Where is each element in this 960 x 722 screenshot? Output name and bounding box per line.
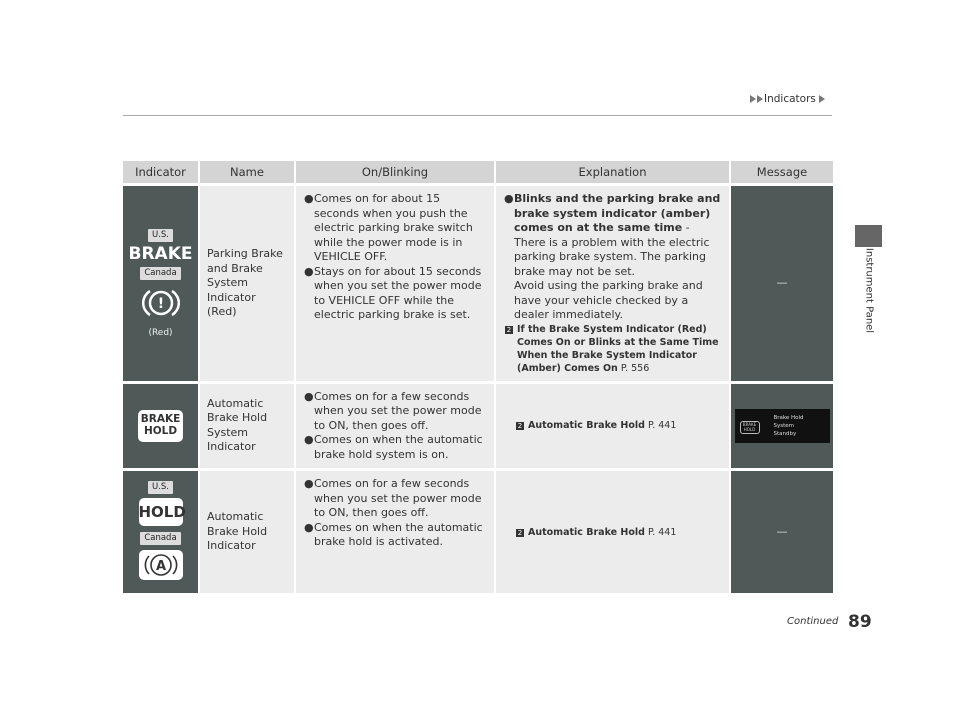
auto-hold-a-icon bbox=[139, 550, 183, 580]
list-item: ●Blinks and the parking brake and brake system indicator (amber) comes on at the same time - There is a problem with the electric parking brake system. The parking brake may not be set. bbox=[504, 192, 721, 278]
cross-reference-link[interactable]: 2 Automatic Brake Hold P. 441 bbox=[517, 420, 677, 432]
list-item: ●Comes on for about 15 seconds when you push the electric parking brake switch while the power mode is in VEHICLE OFF. bbox=[304, 192, 473, 263]
continued-note: Continued bbox=[787, 616, 839, 627]
indicator-table bbox=[123, 158, 833, 596]
table-row bbox=[123, 384, 833, 469]
cross-reference-link[interactable]: 2 If the Brake System Indicator (Red) Comes On or Blinks at the Same Time When the Brake System Indicator (Amber) Comes On P. 556 bbox=[506, 323, 719, 374]
no-message-dash: — bbox=[776, 524, 788, 538]
col-header-on-blinking: On/Blinking bbox=[296, 161, 496, 183]
message-cell bbox=[731, 384, 833, 469]
breadcrumb-label: Indicators bbox=[764, 93, 816, 105]
on-blinking-cell bbox=[296, 186, 496, 381]
breadcrumb-arrow-icon bbox=[750, 95, 756, 103]
region-badge-us: U.S. bbox=[148, 229, 173, 242]
brake-hold-indicator-icon: BRAKE HOLD bbox=[138, 410, 183, 442]
no-message-dash: — bbox=[776, 276, 788, 289]
table-header-row bbox=[123, 161, 833, 183]
col-header-message: Message bbox=[731, 161, 833, 183]
indicator-cell bbox=[123, 471, 200, 593]
region-badge-canada: Canada bbox=[140, 532, 180, 545]
svg-text:A: A bbox=[155, 559, 166, 575]
explanation-cell bbox=[496, 471, 731, 593]
message-cell bbox=[731, 471, 833, 593]
reference-arrow-icon: 2 bbox=[517, 422, 523, 431]
col-header-name: Name bbox=[200, 161, 296, 183]
list-item: ●Comes on for a few seconds when you set the power mode to ON, then goes off. bbox=[304, 477, 482, 519]
indicator-cell bbox=[123, 384, 200, 469]
explanation-text: Avoid using the parking brake and have your vehicle checked by a dealer immediately. bbox=[514, 279, 703, 321]
on-blinking-cell bbox=[296, 471, 496, 593]
indicator-name: Automatic Brake Hold System Indicator bbox=[200, 384, 296, 469]
on-blinking-cell bbox=[296, 384, 496, 469]
message-cell bbox=[731, 186, 833, 381]
reference-arrow-icon: 2 bbox=[506, 325, 512, 334]
breadcrumb-arrow-icon bbox=[757, 95, 763, 103]
hold-indicator-icon: HOLD bbox=[139, 498, 183, 526]
section-label: Instrument Panel bbox=[863, 247, 875, 334]
region-badge-canada: Canada bbox=[140, 267, 180, 280]
brake-exclamation-icon bbox=[123, 287, 198, 324]
message-display bbox=[735, 409, 830, 443]
table-row bbox=[123, 471, 833, 593]
color-note: (Red) bbox=[148, 327, 173, 338]
indicator-name: Automatic Brake Hold Indicator bbox=[200, 471, 296, 593]
header-rule bbox=[123, 115, 832, 116]
breadcrumb-arrow-icon bbox=[819, 95, 825, 103]
message-text: Brake Hold System Standby bbox=[773, 414, 804, 437]
region-badge-us: U.S. bbox=[148, 481, 173, 494]
svg-text:!: ! bbox=[157, 296, 164, 312]
list-item: ●Comes on when the automatic brake hold is activated. bbox=[304, 520, 483, 548]
explanation-cell bbox=[496, 186, 731, 381]
indicator-name: Parking Brake and Brake System Indicator (Red) bbox=[200, 186, 296, 381]
list-item: ●Stays on for about 15 seconds when you set the power mode to VEHICLE OFF while the electric parking brake is set. bbox=[304, 264, 482, 321]
explanation-cell bbox=[496, 384, 731, 469]
list-item: ●Comes on when the automatic brake hold system is on. bbox=[304, 433, 483, 461]
breadcrumb bbox=[750, 93, 826, 105]
section-tab bbox=[855, 225, 882, 247]
reference-arrow-icon: 2 bbox=[517, 528, 523, 537]
col-header-explanation: Explanation bbox=[496, 161, 731, 183]
brake-hold-mini-icon: BRAKE HOLD bbox=[740, 421, 760, 434]
cross-reference-link[interactable]: 2 Automatic Brake Hold P. 441 bbox=[517, 526, 677, 538]
list-item: ●Comes on for a few seconds when you set the power mode to ON, then goes off. bbox=[304, 389, 482, 432]
page-number: 89 bbox=[848, 612, 872, 632]
table-row bbox=[123, 186, 833, 381]
brake-indicator-icon: BRAKE bbox=[128, 243, 193, 264]
col-header-indicator: Indicator bbox=[123, 161, 200, 183]
indicator-cell bbox=[123, 186, 200, 381]
